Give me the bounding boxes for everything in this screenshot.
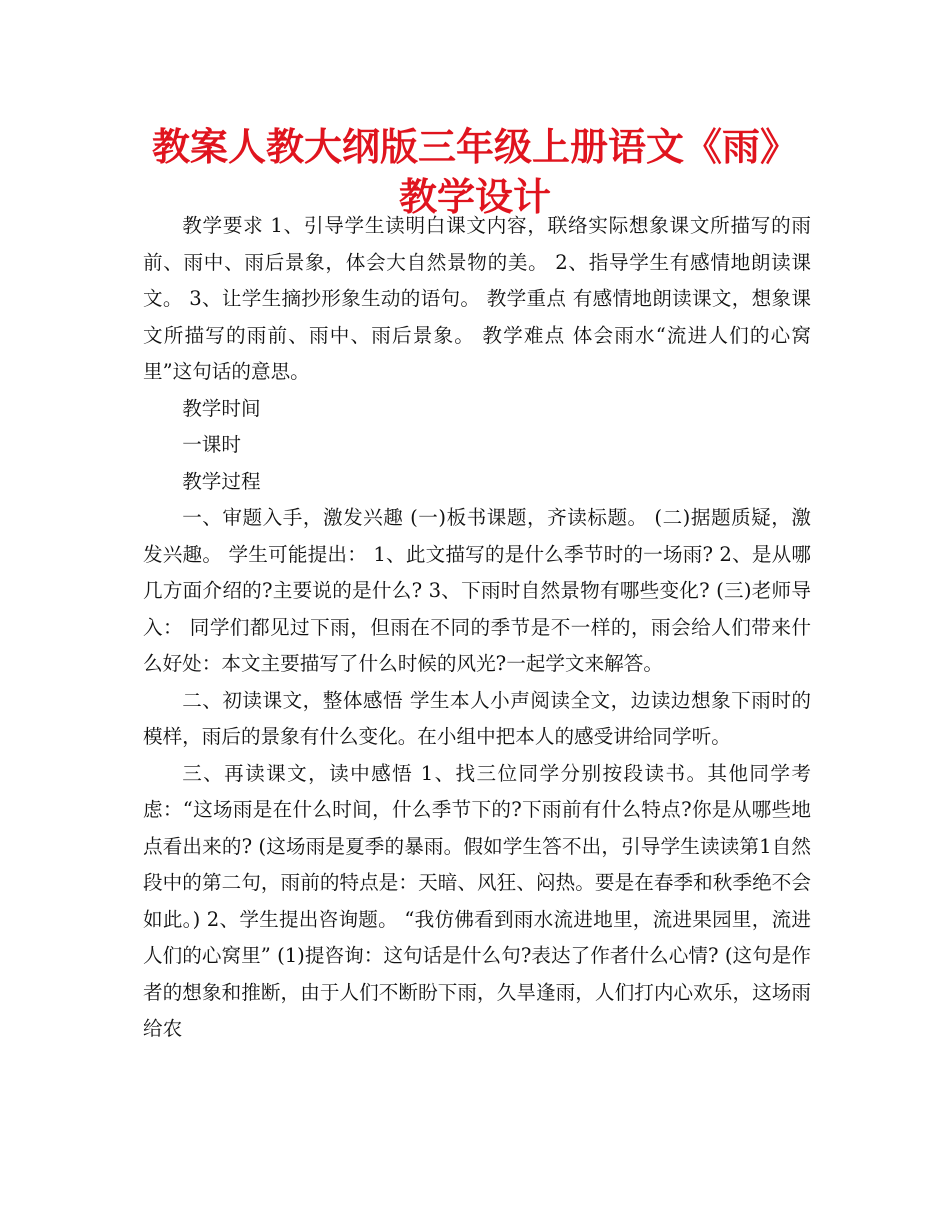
paragraph-one-lesson: 一课时 <box>182 433 241 456</box>
paragraph-requirements: 教学要求 1、引导学生读明白课文内容，联络实际想象课文所描写的雨前、雨中、雨后景象，体会大自然景物的美。 2、指导学生有感情地朗读课文。 3、让学生摘抄形象生动的语句。 教学重点 有感情地朗读课文，想象课文所描写的雨前、雨中、雨后景象。 教学难点 体会雨水“流进人们的心窝里”这句话的意思。 <box>143 214 811 383</box>
paragraph-section-one: 一、审题入手，激发兴趣 (一)板书课题，齐读标题。 (二)据题质疑，激发兴趣。 学生可能提出： 1、此文描写的是什么季节时的一场雨? 2、是从哪几方面介绍的?主要说的是什么? 3、下雨时自然景物有哪些变化? (三)老师导入： 同学们都见过下雨，但雨在不同的季节是不一样的，雨会给人们带来什么好处：本文主要描写了什么时候的风光?一起学文来解答。 <box>143 506 811 675</box>
paragraph-teaching-time: 教学时间 <box>182 396 261 420</box>
document-title: 教案人教大纲版三年级上册语文《雨》教学设计 <box>151 125 798 219</box>
paragraph-teaching-process: 教学过程 <box>182 469 261 493</box>
paragraph-section-two: 二、初读课文，整体感悟 学生本人小声阅读全文，边读边想象下雨时的模样，雨后的景象有什么变化。在小组中把本人的感受讲给同学听。 <box>143 688 811 748</box>
paragraph-section-three: 三、再读课文，读中感悟 1、找三位同学分别按段读书。其他同学考虑：“这场雨是在什么时间，什么季节下的?下雨前有什么特点?你是从哪些地点看出来的? (这场雨是夏季的暴雨。假如学生答不出，引导学生读读第1自然段中的第二句，雨前的特点是：天暗、风狂、闷热。要是在春季和秋季绝不会如此。) 2、学生提出咨询题。 “我仿佛看到雨水流进地里，流进果园里，流进人们的心窝里” (1)提咨询：这句话是什么句?表达了作者什么心情? (这句是作者的想象和推断，由于人们不断盼下雨，久旱逢雨，人们打内心欢乐，这场雨给农 <box>143 761 811 1040</box>
document-body <box>143 208 811 1048</box>
